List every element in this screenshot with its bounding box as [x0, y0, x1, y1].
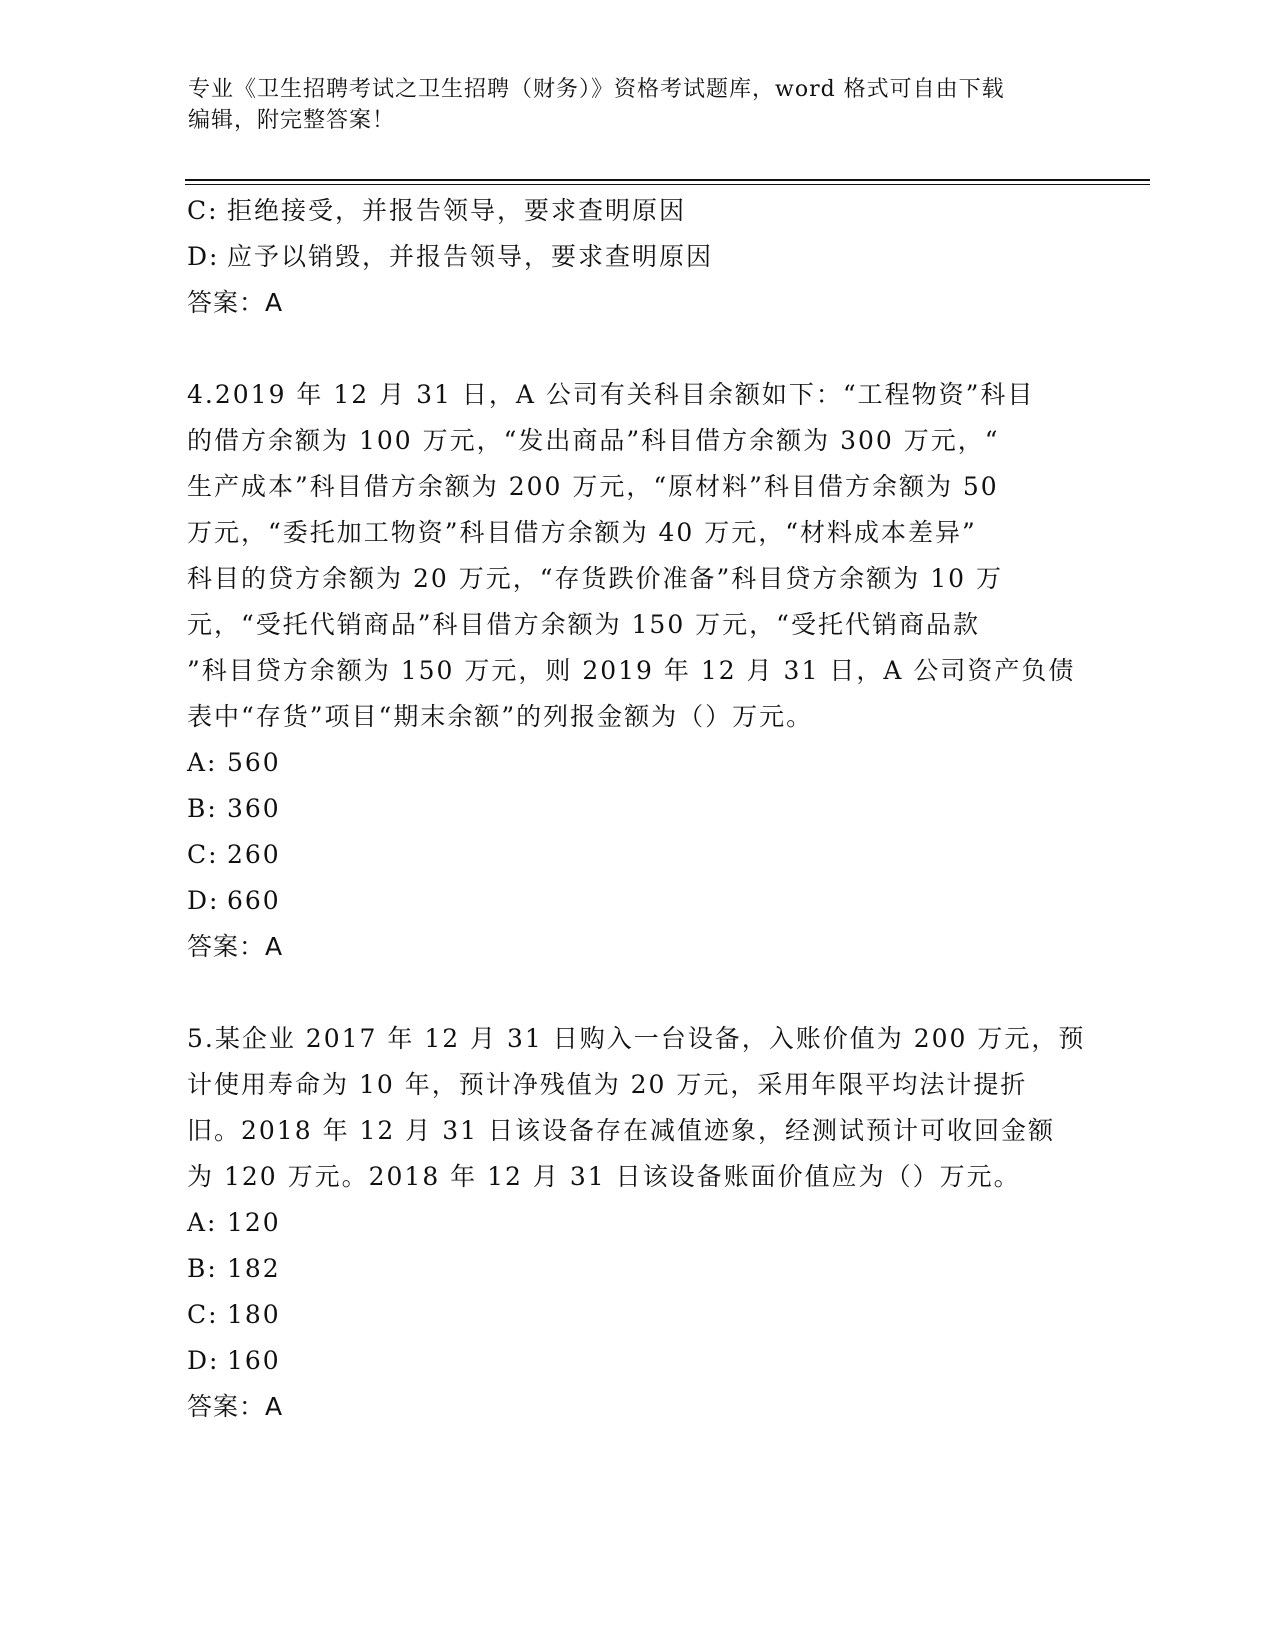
option-c	[187, 1292, 1067, 1338]
option-label: A:	[187, 748, 218, 777]
option-label: B:	[187, 794, 218, 823]
option-text: 560	[227, 748, 281, 777]
spacer	[187, 326, 1067, 372]
question-text-line: 万元，“委托加工物资”科目借方余额为 40 万元，“材料成本差异”	[187, 518, 977, 547]
spacer	[187, 970, 1067, 1016]
header-divider	[185, 179, 1150, 181]
option-text: 160	[227, 1346, 281, 1375]
question-text-line: 表中“存货”项目“期末余额”的列报金额为（）万元。	[187, 702, 814, 731]
option-text: 120	[227, 1208, 281, 1237]
option-label: D:	[187, 886, 220, 915]
question-text-line: 计使用寿命为 10 年，预计净残值为 20 万元，采用年限平均法计提折	[187, 1070, 1028, 1099]
option-a	[187, 740, 1067, 786]
document-header	[188, 74, 1068, 136]
question-text-line: 旧。2018 年 12 月 31 日该设备存在减值迹象，经测试预计可收回金额	[187, 1116, 1055, 1145]
question-text-line: ”科目贷方余额为 150 万元，则 2019 年 12 月 31 日，A 公司资产负债	[187, 656, 1076, 685]
question-text-line: 为 120 万元。2018 年 12 月 31 日该设备账面价值应为（）万元。	[187, 1162, 1021, 1191]
document-body	[187, 188, 1086, 1430]
option-d	[187, 878, 1067, 924]
option-label: A:	[187, 1208, 218, 1237]
option-text: 360	[227, 794, 281, 823]
option-b	[187, 1246, 1067, 1292]
question-text-line: 元，“受托代销商品”科目借方余额为 150 万元，“受托代销商品款	[187, 610, 980, 639]
option-c	[187, 832, 1067, 878]
question-text-line: 的借方余额为 100 万元，“发出商品”科目借方余额为 300 万元，“	[187, 426, 1000, 455]
option-text: 260	[227, 840, 281, 869]
option-label: D:	[187, 1346, 220, 1375]
option-c	[187, 188, 1067, 234]
question-text-line: 生产成本”科目借方余额为 200 万元，“原材料”科目借方余额为 50	[187, 472, 999, 501]
option-label: C:	[187, 196, 219, 225]
option-label: D:	[187, 242, 220, 271]
answer: 答案：A	[187, 932, 284, 961]
question-text-line: 5.某企业 2017 年 12 月 31 日购入一台设备，入账价值为 200 万元，预	[187, 1024, 1086, 1053]
option-text: 180	[227, 1300, 281, 1329]
option-label: C:	[187, 840, 219, 869]
option-b	[187, 786, 1067, 832]
option-d	[187, 1338, 1067, 1384]
question-5	[187, 1016, 1086, 1430]
option-text: 拒绝接受，并报告领导，要求查明原因	[227, 196, 687, 225]
option-text: 应予以销毁，并报告领导，要求查明原因	[227, 242, 714, 271]
question-text-line: 4.2019 年 12 月 31 日，A 公司有关科目余额如下：“工程物资”科目	[187, 380, 1035, 409]
answer: 答案：A	[187, 288, 284, 317]
header-divider-thin	[185, 184, 1150, 185]
answer: 答案：A	[187, 1392, 284, 1421]
option-a	[187, 1200, 1067, 1246]
question-text-line: 科目的贷方余额为 20 万元，“存货跌价准备”科目贷方余额为 10 万	[187, 564, 1003, 593]
question-4	[187, 372, 1076, 970]
option-label: B:	[187, 1254, 218, 1283]
question-3-tail	[187, 188, 1067, 326]
option-d	[187, 234, 1067, 280]
header-line: 编辑，附完整答案！	[188, 108, 396, 133]
option-text: 182	[227, 1254, 281, 1283]
option-label: C:	[187, 1300, 219, 1329]
header-line: 专业《卫生招聘考试之卫生招聘（财务）》资格考试题库，word 格式可自由下载	[188, 77, 1005, 102]
option-text: 660	[227, 886, 281, 915]
